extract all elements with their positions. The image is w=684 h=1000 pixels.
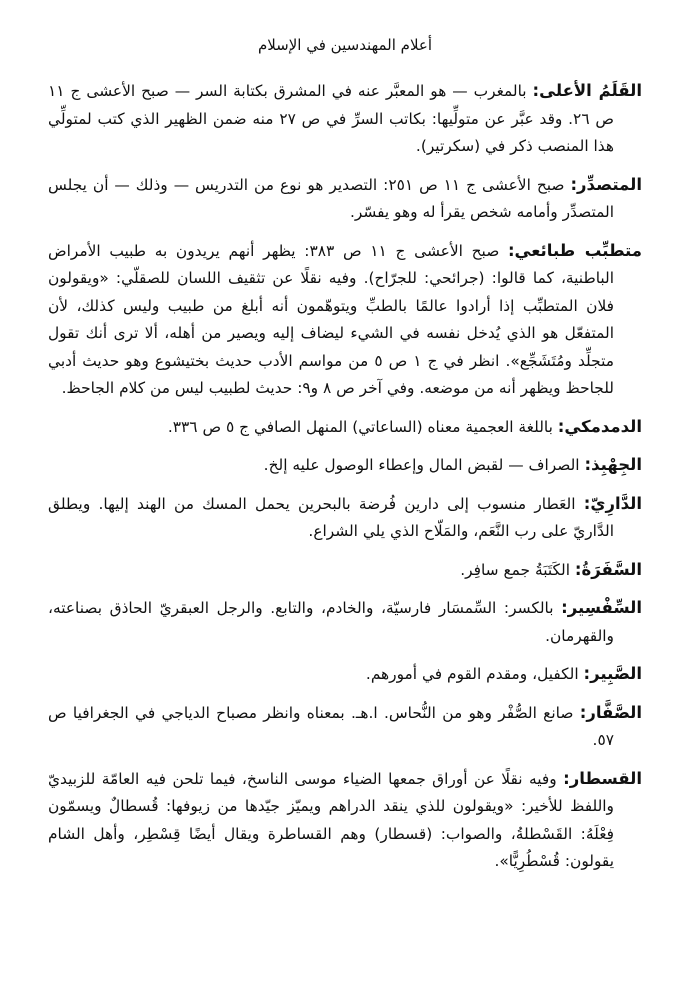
entry-term: الصَّبِير: [583, 664, 642, 683]
glossary-entry [48, 765, 642, 876]
entry-definition: وفيه نقلًا عن أوراق جمعها الضياء موسى الناسخ، فيما تلحن فيه العامّة للزبيديّ واللفظ للأخير: «ويقولون للذي ينقد الدراهم ويميّز جيّدها من زيوفها: قُسطالٌ ويسمّون فِعْلَهُ: القَسْطلةُ، والصواب: (قسطار) وهم القساطرة ويقال أيضًا قِسْطِر، وأهل الشام يقولون: قُسْطُرِيًّا». [48, 769, 614, 870]
glossary-entry [48, 699, 642, 755]
glossary-entry [48, 237, 642, 403]
entry-term: الدمدمكي: [557, 416, 642, 436]
glossary-entry [48, 490, 642, 546]
entry-term: المتصدِّر: [570, 174, 642, 194]
entry-term: القَلَمُ الأعلى: [532, 81, 642, 100]
glossary-entry [48, 413, 642, 442]
entry-definition: صبح الأعشى ج ١١ ص ٣٨٣: يظهر أنهم يريدون به طبيب الأمراض الباطنية، كما قالوا: (جرائحي: للجرّاح). وفيه نقلًا عن تثقيف اللسان للصقلّي: «ويقولون فلان المتطبِّب إذا أرادوا عالمًا بالطبِّ ويتوهّمون أنه أبلغ من طبيب وليس كذلك، لأن المتفعّل هو الذي يُدخل نفسه في الشيء ليضاف إليه ويصير من أهله، ألا ترى أنك تقول متجلِّد ومُتَشَجِّع». انظر في ج ١ ص ٥ من مواسم الأدب حديث بختيشوع وهو حديث أدبي للجاحظ ويظهر أنه من موضعه. وفي آخر ص ٨ و٩: حديث لطبيب ليس من كلام الجاحظ. [48, 241, 614, 397]
glossary-entry [48, 77, 642, 161]
running-header: أعلام المهندسين في الإسلام [257, 36, 433, 54]
entry-term: الدَّارِيّ: [583, 493, 642, 513]
entry-term: الجِهْبِذ: [584, 455, 642, 474]
entry-definition: العَطار منسوب إلى دارين فُرضة بالبحرين يحمل المسك من الهند إليها. ويطلق الدَّاريّ على رب النَّعَم، والمَلّاح الذي يلي الشراع. [48, 494, 614, 540]
entry-term: متطبِّب طبائعي: [507, 240, 642, 260]
entry-term: السِّفْسِير: [561, 598, 642, 617]
entry-definition: الكفيل، ومقدم القوم في أمورهم. [365, 665, 584, 683]
entry-definition: صبح الأعشى ج ١١ ص ٢٥١: التصدير هو نوع من التدريس — وذلك — أن يجلس المتصدِّر وأمامه شخص يقرأ له وهو يفسّر. [48, 175, 614, 221]
entry-definition: الصراف — لقبض المال وإعطاء الوصول عليه إلخ. [263, 456, 585, 474]
glossary-entry [48, 594, 642, 650]
entry-term: السَّفَرَةُ: [574, 559, 642, 579]
glossary-entry [48, 451, 642, 480]
glossary-entry [48, 556, 642, 585]
entry-definition: صانع الصُّفْر وهو من النُّحاس. ا.هـ. بمعناه وانظر مصباح الدياجي في الجغرافيا ص ٥٧. [48, 703, 614, 749]
entry-definition: الكَتَبَةُ جمع سافِر. [460, 560, 575, 579]
entry-definition: بالمغرب — هو المعبَّر عنه في المشرق بكتابة السر — صبح الأعشى ج ١١ ص ٢٦. وقد عبَّر عن متولِّيها: بكاتب السرِّ في ص ٢٧ منه ضمن الظهير الذي كتب لمتولِّي هذا المنصب ذكر في (سكرتير). [48, 82, 615, 155]
entry-definition: بالكسر: السِّمسَار فارسيّة، والخادم، والتابع. والرجل العبقريّ الحاذق بصناعته، والقهرمان. [48, 599, 614, 645]
entry-term: القسطار: [563, 768, 642, 788]
glossary-entry [48, 660, 642, 689]
entry-definition: باللغة العجمية معناه (الساعاتي) المنهل الصافي ج ٥ ص ٣٣٦. [167, 417, 558, 436]
glossary-entry [48, 171, 642, 227]
entry-term: الصَّفَّار: [579, 702, 642, 722]
